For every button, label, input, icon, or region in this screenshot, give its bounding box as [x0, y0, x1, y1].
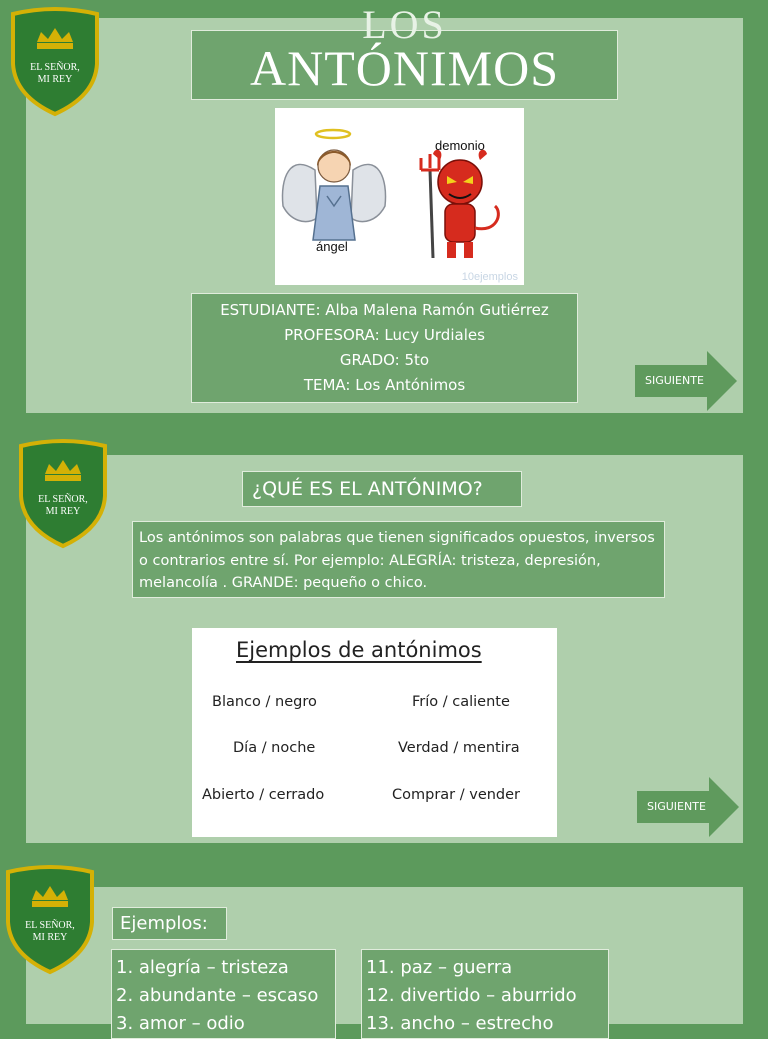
student-info-box	[191, 293, 578, 403]
list-item: 1. alegría – tristeza	[116, 957, 289, 978]
section-title: ¿QUÉ ES EL ANTÓNIMO?	[242, 471, 522, 507]
example-pair: Blanco / negro	[212, 694, 317, 710]
page-title: ANTÓNIMOS	[250, 40, 559, 96]
list-item: 12. divertido – aburrido	[366, 985, 577, 1006]
crest-shield-icon	[9, 8, 101, 116]
demon-label: demonio	[435, 138, 485, 153]
crest-text-2: MI REY	[45, 506, 81, 517]
slide-1	[26, 2, 743, 413]
watermark: 10ejemplos	[461, 271, 518, 283]
next-button-label: SIGUIENTE	[645, 374, 704, 387]
example-pair: Comprar / vender	[392, 787, 521, 803]
angel-demon-illustration	[275, 108, 524, 285]
examples-list-left	[111, 949, 336, 1039]
topic-line: TEMA: Los Antónimos	[303, 376, 466, 394]
examples-title: Ejemplos de antónimos	[236, 638, 482, 662]
example-pair: Abierto / cerrado	[202, 787, 325, 803]
slide-2	[26, 455, 743, 843]
angel-label: ángel	[316, 239, 348, 254]
title-box	[191, 2, 618, 100]
next-button[interactable]	[637, 777, 739, 837]
example-pair: Frío / caliente	[412, 694, 510, 710]
ghost-title: LOS	[362, 2, 447, 47]
teacher-line: PROFESORA: Lucy Urdiales	[284, 326, 485, 344]
school-crest	[4, 866, 96, 974]
list-item: 11. paz – guerra	[366, 957, 513, 978]
list-item: 13. ancho – estrecho	[366, 1013, 554, 1034]
list-item: 3. amor – odio	[116, 1013, 245, 1034]
crest-shield-icon	[17, 440, 109, 548]
student-line: ESTUDIANTE: Alba Malena Ramón Gutiérrez	[220, 301, 549, 319]
school-crest	[17, 440, 109, 548]
angel-demon-drawing	[275, 108, 524, 285]
slide-3	[26, 887, 743, 1034]
crest-text-1: EL SEÑOR,	[38, 494, 88, 505]
example-pair: Verdad / mentira	[398, 740, 520, 756]
crest-text-2: MI REY	[37, 74, 73, 85]
school-crest	[9, 8, 101, 116]
crest-text-1: EL SEÑOR,	[25, 920, 75, 931]
examples-image	[192, 628, 557, 837]
examples-list-right	[361, 949, 609, 1039]
crest-text-2: MI REY	[32, 932, 68, 943]
definition-box: Los antónimos son palabras que tienen significados opuestos, inversos o contrarios entre sí. Por ejemplo: ALEGRÍA: tristeza, depresión, melancolía . GRANDE: pequeño o chico.	[132, 521, 665, 598]
crest-shield-icon	[4, 866, 96, 974]
example-pair: Día / noche	[233, 740, 316, 756]
next-button-label: SIGUIENTE	[647, 800, 706, 813]
grade-line: GRADO: 5to	[339, 351, 430, 369]
list-item: 2. abundante – escaso	[116, 985, 319, 1006]
examples-label: Ejemplos:	[112, 907, 227, 940]
next-button[interactable]	[635, 351, 737, 411]
crest-text-1: EL SEÑOR,	[30, 62, 80, 73]
